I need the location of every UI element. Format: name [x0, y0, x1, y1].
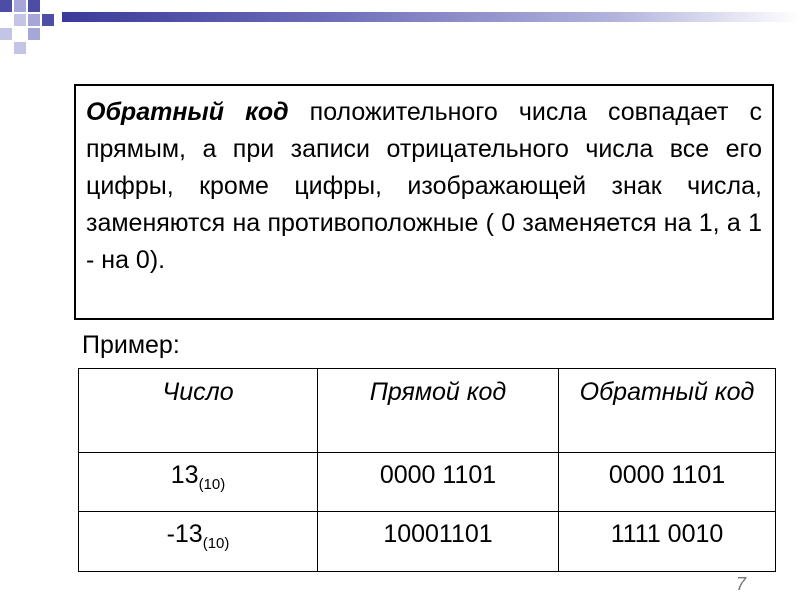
cell-number	[79, 512, 318, 572]
example-label: Пример:	[82, 331, 180, 359]
header-band	[62, 12, 800, 22]
table-row	[79, 512, 776, 572]
corner-square-9	[14, 42, 26, 54]
corner-square-7	[0, 28, 12, 40]
cell-direct-code: 10001101	[318, 512, 559, 572]
page-number: 7	[736, 574, 747, 594]
cell-direct-code: 0000 1101	[318, 452, 559, 512]
number-base: (10)	[202, 535, 230, 553]
number-value: 13	[170, 460, 199, 489]
corner-square-1	[0, 0, 12, 12]
corner-square-8	[28, 28, 40, 40]
table-header-row	[79, 369, 776, 453]
definition-text: положительного числа совпадает с прямым, а при записи отрицательного числа все его цифры, кроме цифры, изображающей знак числа, заменяются на противоположные ( 0 заменяется на 1, а 1 - на 0).	[86, 98, 762, 274]
number-base: (10)	[198, 475, 226, 493]
definition-box	[74, 84, 774, 320]
corner-square-4	[14, 14, 26, 26]
table-row	[79, 452, 776, 512]
cell-inverse-code: 0000 1101	[559, 452, 776, 512]
corner-square-2	[14, 0, 26, 12]
header-number: Число	[79, 369, 318, 453]
number-value: -13	[166, 520, 203, 549]
cell-number	[79, 452, 318, 512]
definition-term: Обратный код	[86, 98, 289, 126]
corner-square-5	[28, 14, 40, 26]
header-direct-code: Прямой код	[318, 369, 559, 453]
cell-inverse-code: 1111 0010	[559, 512, 776, 572]
corner-square-3	[28, 0, 40, 12]
header-inverse-code: Обратный код	[559, 369, 776, 453]
code-table	[78, 368, 776, 572]
corner-square-6	[42, 14, 54, 26]
